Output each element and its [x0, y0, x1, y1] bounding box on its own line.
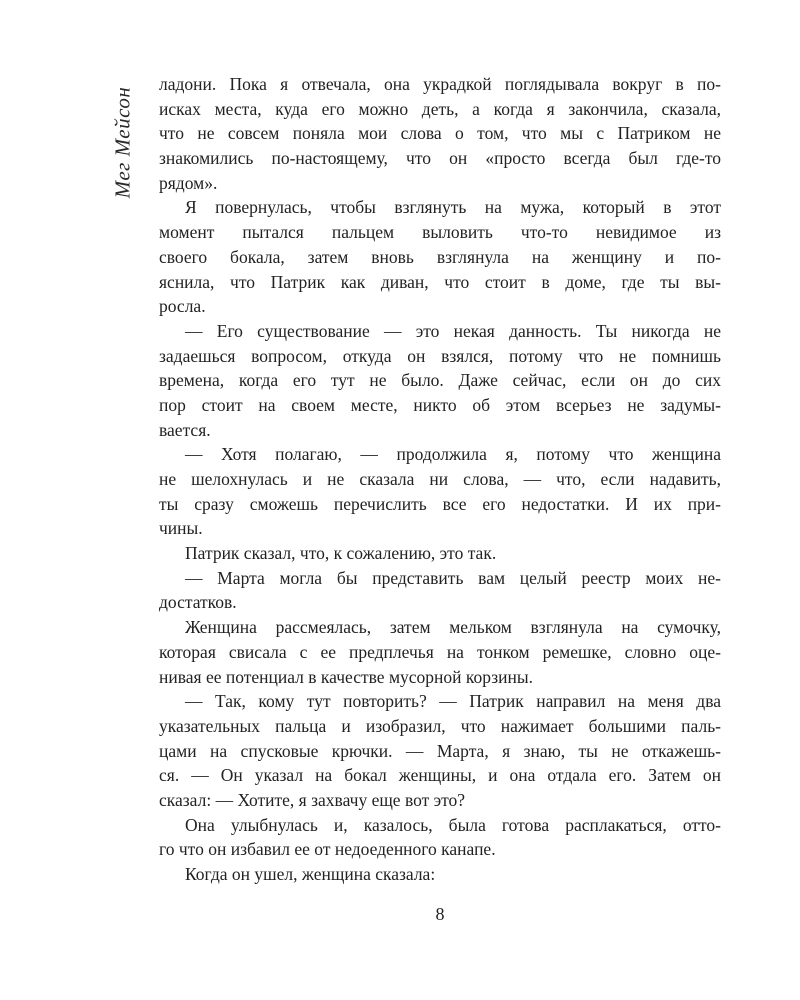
- text-line: что не совсем поняла мои слова о том, что мы с Патриком не: [159, 123, 721, 144]
- running-head: [108, 72, 138, 212]
- text-line: знакомились по-настоящему, что он «просто всегда был где-то: [159, 148, 721, 169]
- page-number: 8: [435, 904, 445, 924]
- text-line: росла.: [159, 296, 206, 317]
- text-line: Я повернулась, чтобы взглянуть на мужа, который в этот: [185, 197, 721, 218]
- text-line: исках места, куда его можно деть, а когда я закончила, сказала,: [159, 98, 721, 119]
- text-line: Патрик сказал, что, к сожалению, это так.: [185, 543, 497, 564]
- text-line: нивая ее потенциал в качестве мусорной корзины.: [159, 666, 534, 687]
- text-line: своего бокала, затем вновь взглянула на женщину и по-: [159, 246, 721, 267]
- text-line: сказал: — Хотите, я захвачу еще вот это?: [159, 789, 466, 810]
- text-line: рядом».: [159, 172, 218, 193]
- text-line: которая свисала с ее предплечья на тонком ремешке, словно оце-: [159, 641, 721, 662]
- text-line: — Марта могла бы представить вам целый реестр моих не-: [185, 567, 721, 588]
- text-line: ты сразу сможешь перечислить все его недостатки. И их при-: [159, 493, 721, 514]
- text-line: яснила, что Патрик как диван, что стоит в доме, где ты вы-: [159, 271, 721, 292]
- text-line: пор стоит на своем месте, никто об этом всерьез не задумы-: [159, 394, 721, 415]
- text-line: Она улыбнулась и, казалось, была готова расплакаться, отто-: [185, 814, 721, 835]
- text-line: го что он избавил ее от недоеденного канапе.: [159, 839, 496, 860]
- text-line: — Его существование — это некая данность. Ты никогда не: [185, 320, 721, 341]
- body-text: [159, 72, 721, 887]
- text-line: указательных пальца и изобразил, что нажимает большими паль-: [159, 715, 721, 736]
- text-line: — Хотя полагаю, — продолжила я, потому что женщина: [185, 444, 721, 465]
- text-line: не шелохнулась и не сказала ни слова, — что, если надавить,: [159, 469, 721, 489]
- text-line: Женщина рассмеялась, затем мельком взглянула на сумочку,: [185, 617, 721, 638]
- text-line: момент пытался пальцем выловить что-то невидимое из: [159, 222, 721, 243]
- text-line: Когда он ушел, женщина сказала:: [185, 864, 436, 884]
- text-line: достатков.: [159, 592, 237, 613]
- text-line: ладони. Пока я отвечала, она украдкой поглядывала вокруг в по-: [159, 74, 721, 94]
- text-line: — Так, кому тут повторить? — Патрик направил на меня два: [185, 691, 721, 712]
- running-head-author: Мег Мейсон: [110, 86, 135, 198]
- text-line: цами на спусковые крючки. — Марта, я знаю, ты не откажешь-: [159, 740, 721, 761]
- text-line: чины.: [159, 518, 203, 539]
- text-line: задаешься вопросом, откуда он взялся, потому что не помнишь: [159, 345, 721, 366]
- text-line: вается.: [159, 419, 211, 440]
- text-line: времена, когда его тут не было. Даже сейчас, если он до сих: [159, 370, 721, 391]
- text-line: ся. — Он указал на бокал женщины, и она отдала его. Затем он: [159, 765, 721, 786]
